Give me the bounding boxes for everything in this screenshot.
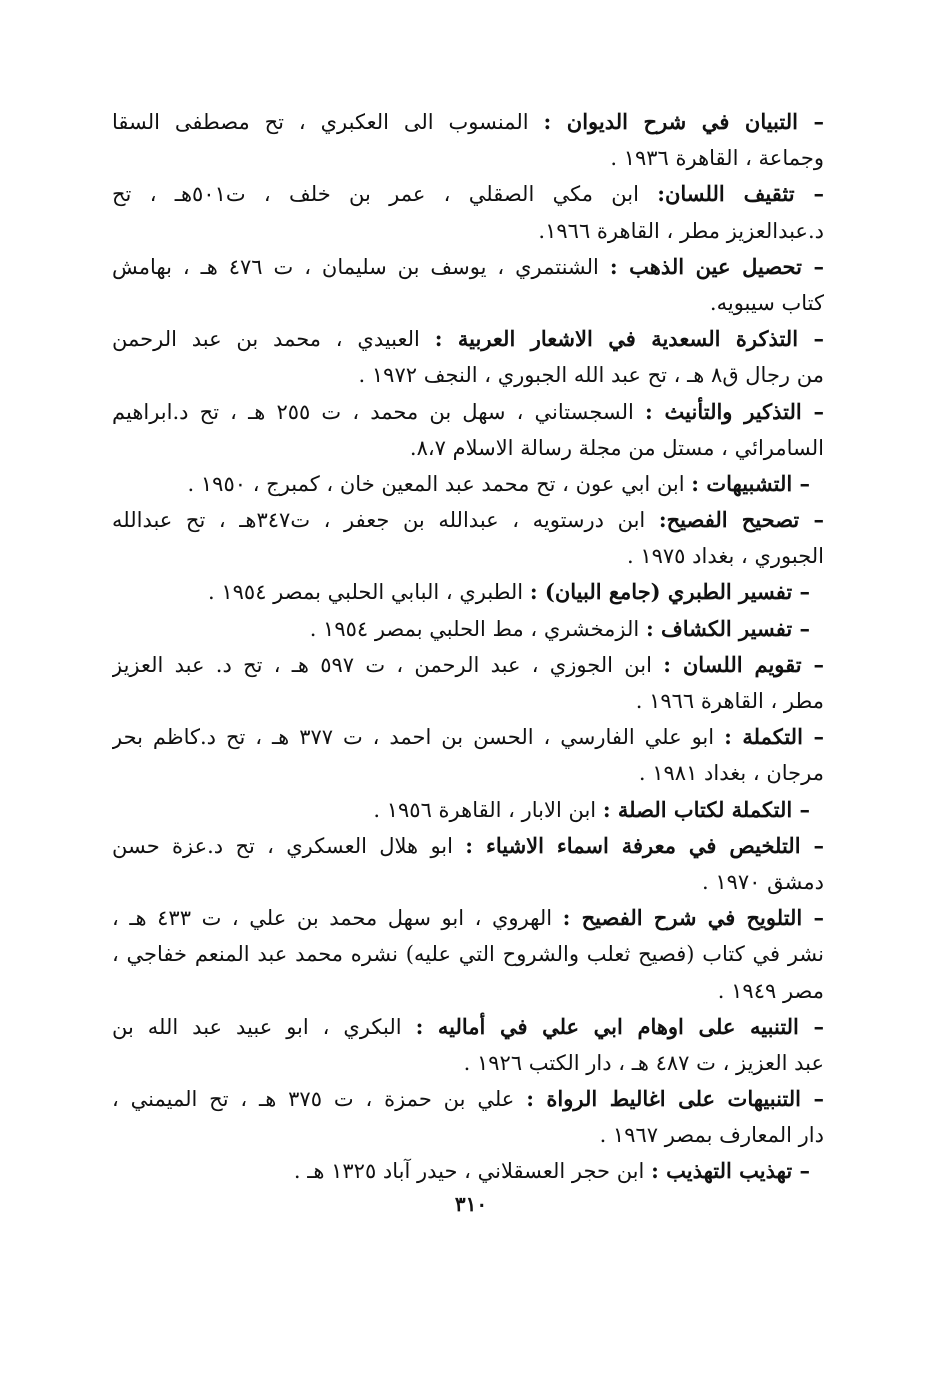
bibliography-entry [112,104,824,176]
entry-text: البكري ، ابو عبيد عبد الله بن [112,1014,402,1039]
entry-continuation-line: د.عبدالعزيز مطر ، القاهرة ١٩٦٦. [538,218,824,243]
bibliography-entry [112,611,824,647]
bibliography-entry [112,574,824,610]
entry-text: ابن الابار ، القاهرة ١٩٥٦ . [373,797,597,822]
entry-title: – التلخيص في معرفة اسماء الاشياء : [465,832,824,858]
entry-title: – التنبيهات على اغاليط الرواة : [526,1086,824,1112]
entry-continuation-line: دار المعارف بمصر ١٩٦٧ . [599,1123,824,1148]
bibliography-entry [112,1081,824,1153]
entry-line [112,176,824,212]
entry-title: – تصحيح الفصيح: [658,507,824,533]
entry-continuation-line: عبد العزيز ، ت ٤٨٧ هـ ، دار الكتب ١٩٢٦ . [463,1050,824,1075]
entry-continuation-line: دمشق ١٩٧٠ . [701,869,824,894]
entry-line [112,719,824,755]
entry-text: ابن حجر العسقلاني ، حيدر آباد ١٣٢٥ هـ . [293,1159,645,1184]
entry-text: الزمخشري ، مط الحلبي بمصر ١٩٥٤ . [309,616,640,641]
entry-text: ابن الجوزي ، عبد الرحمن ، ت ٥٩٧ هـ ، تح د. عبد العزيز [112,652,652,677]
entry-line [112,1153,824,1189]
bibliography-entry [112,647,824,719]
entry-text: الشنتمري ، يوسف بن سليمان ، ت ٤٧٦ هـ ، بهامش [112,254,599,279]
entry-title: – تثقيف اللسان: [657,181,824,207]
bibliography-entry [112,1153,824,1189]
entry-title: – التبيان في شرح الديوان : [543,109,824,134]
entry-line [112,502,824,538]
bibliography-entry [112,719,824,791]
entry-continuation-line: كتاب سيبويه. [709,290,824,315]
bibliography-entry [112,828,824,900]
entry-text: ابو هلال العسكري ، تح د.عزة حسن [112,833,453,858]
bibliography-entry [112,1009,824,1081]
entry-line [112,828,824,864]
bibliography-entry [112,900,824,1009]
entry-text: علي بن حمزة ، ت ٣٧٥ هـ ، تح الميمني ، [112,1087,515,1112]
entry-title: – التنبيه على اوهام ابي علي في أماليه : [415,1013,824,1039]
entry-line [112,249,824,285]
entry-text: الطبري ، البابي الحلبي بمصر ١٩٥٤ . [208,580,524,605]
entry-line [112,394,824,430]
entry-text: ابن مكي الصقلي ، عمر بن خلف ، ت٥٠١هـ ، تح [112,182,639,207]
entry-line [112,900,824,936]
bibliography-entry [112,176,824,248]
entry-line [112,104,824,140]
entry-title: – التلويح في شرح الفصيح : [562,905,824,931]
entry-text: المنسوب الى العكبري ، تح مصطفى السقا [112,110,529,134]
bibliography-entry [112,502,824,574]
entry-line [112,792,824,828]
bibliography-entry [112,394,824,466]
entry-line [112,321,824,357]
entry-title: – تقويم اللسان : [663,651,824,677]
entry-text: السجستاني ، سهل بن محمد ، ت ٢٥٥ هـ ، تح د.ابراهيم [112,399,634,424]
entry-continuation-line: مطر ، القاهرة ١٩٦٦ . [635,689,824,713]
entry-text: الهروي ، ابو سهل محمد بن علي ، ت ٤٣٣ هـ ، [112,906,553,931]
entry-title: – التشبيهات : [691,470,810,496]
entry-continuation-line: مصر ١٩٤٩ . [717,978,824,1003]
entry-line [112,466,824,502]
entry-title: – التكملة : [724,724,824,750]
entry-text: العبيدي ، محمد بن عبد الرحمن [112,327,420,352]
entry-text: ابو علي الفارسي ، الحسن بن احمد ، ت ٣٧٧ هـ ، تح د.كاظم بحر [112,725,715,750]
entry-line [112,574,824,610]
entry-continuation-line: نشر في كتاب (فصيح ثعلب والشروح التي عليه) نشره محمد عبد المنعم خفاجي ، [112,942,824,967]
entry-continuation-line: السامرائي ، مستل من مجلة رسالة الاسلام ٨،٧. [409,435,824,460]
entry-line [112,611,824,647]
entry-title: – التذكير والتأنيث : [645,398,824,424]
entry-text: ابن درستويه ، عبدالله بن جعفر ، ت٣٤٧هـ ، تح عبدالله [112,508,646,533]
entry-title: – التذكرة السعدية في الاشعار العربية : [434,326,824,352]
entry-continuation-line: الجبوري ، بغداد ١٩٧٥ . [626,544,824,569]
entry-line [112,1009,824,1045]
entry-title: – تهذيب التهذيب : [651,1158,810,1184]
entry-title: – التكملة لكتاب الصلة : [602,796,810,822]
bibliography-entry [112,321,824,393]
entry-line [112,647,824,683]
bibliography-entry [112,249,824,321]
entry-title: – تحصيل عين الذهب : [609,253,824,279]
entry-line [112,1081,824,1117]
entry-continuation-line: من رجال ق٨ هـ ، تح عبد الله الجبوري ، النجف ١٩٧٢ . [358,363,824,388]
entry-text: ابن ابي عون ، تح محمد عبد المعين خان ، كمبرج ، ١٩٥٠ . [187,471,685,496]
entry-title: – تفسير الطبري (جامع البيان) : [529,579,810,605]
entry-continuation-line: مرجان ، بغداد ١٩٨١ . [638,761,824,786]
entry-continuation-line: وجماعة ، القاهرة ١٩٣٦ . [610,146,824,171]
bibliography-entry [112,466,824,502]
bibliography-list [112,104,824,1190]
bibliography-entry [112,792,824,828]
entry-title: – تفسير الكشاف : [645,615,810,641]
page-number: ٣١٠ [454,1192,488,1216]
